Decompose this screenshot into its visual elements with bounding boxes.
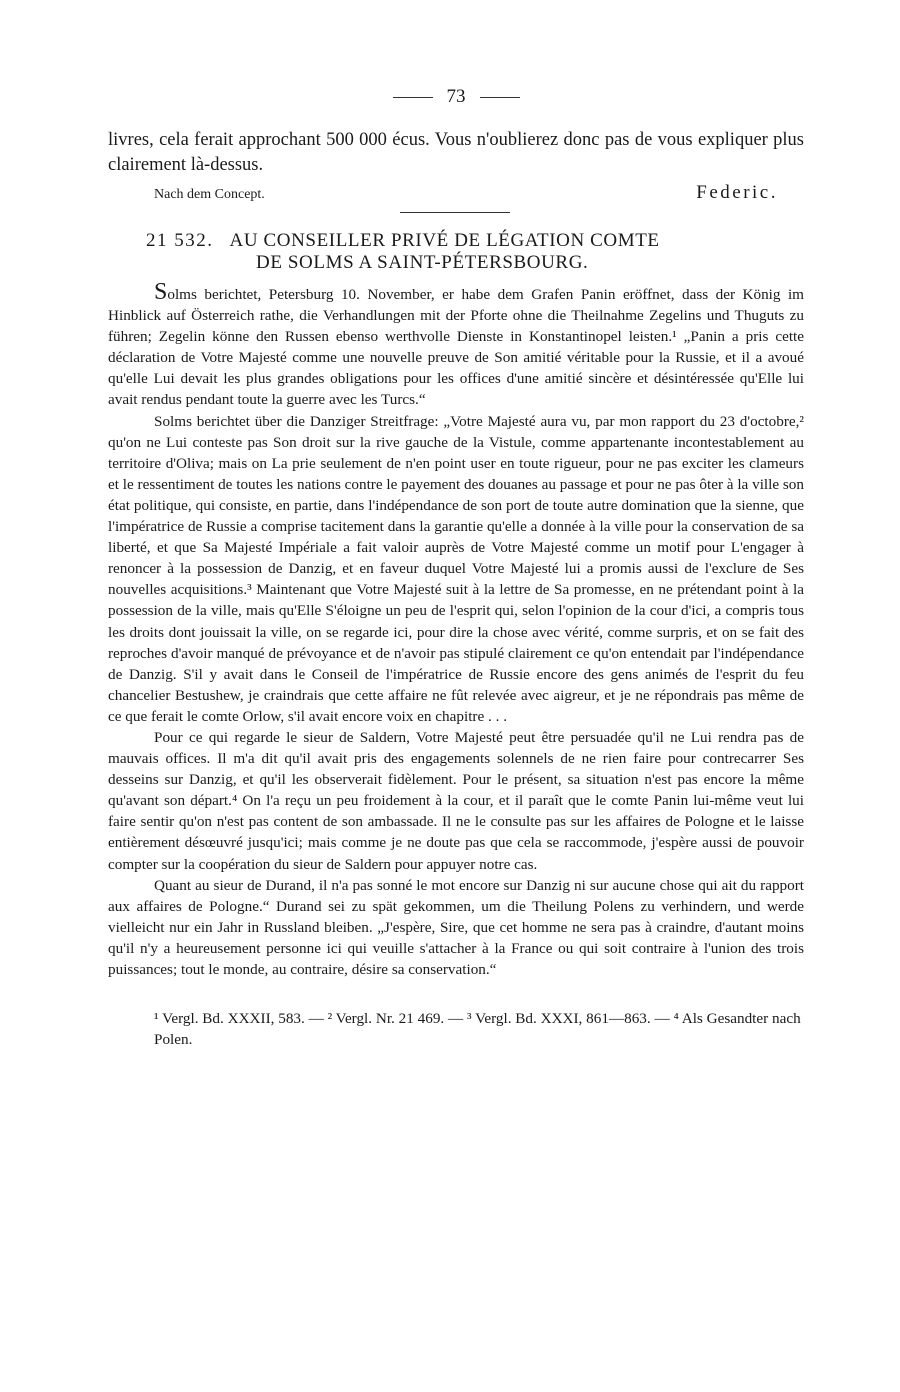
carryover-text: livres, cela ferait approchant 500 000 écus. Vous n'oublierez donc pas de vous expliquer plus clairement là-dessus. xyxy=(108,130,804,175)
section-divider xyxy=(400,212,510,213)
document-page xyxy=(108,80,804,1050)
heading-line-2: DE SOLMS A SAINT-PÉTERSBOURG. xyxy=(256,252,589,273)
page-header xyxy=(108,80,804,114)
signature: Federic. xyxy=(696,182,778,203)
header-rule-right xyxy=(480,97,520,98)
paragraph-2: Solms berichtet über die Danziger Streitfrage: „Votre Majesté aura vu, par mon rapport du 23 d'octobre,² qu'on ne Lui conteste pas Son droit sur la rive gauche de la Vistule, comme appartenante incontestablement au territoire d'Oliva; mais on La prie seulement de n'en point user en toute rigueur, pour ne pas exciter les clameurs et le ressentiment de toutes les nations contre le payement des douanes au passage et pour ne pas ôter à la ville son état politique, qui consiste, en partie, dans l'indépendance de son port de toute autre domination que la sienne, que l'impératrice de Russie a comprise tacitement dans la garantie qu'elle a donnée à la ville pour la conservation de sa liberté, et que Sa Majesté Impériale a fait valoir auprès de Votre Majesté comme un motif pour L'engager à renoncer à la possession de Danzig, et en faveur duquel Votre Majesté lui a promis aussi de l'exclure de Ses nouvelles acquisitions.³ Maintenant que Votre Majesté suit à la lettre de Sa promesse, en ne prétendant point à la possession de la ville, mais qu'Elle S'éloigne un peu de l'esprit qui, selon l'opinion de la cour d'ici, a compris tous les droits dont jouissait la ville, on se regarde ici, pour dire la chose avec vérité, comme surpris, et on se fait des reproches d'avoir manqué de prévoyance et de n'avoir pas stipulé clairement ce qu'on entendait par l'indépendance de Danzig. S'il y avait dans le Conseil de l'impératrice de Russie encore des gens animés de l'esprit du feu chancelier Bestushew, je craindrais que cette affaire ne fût relevée avec aigreur, et je ne répondrais pas même de ce que ferait le comte Orlow, s'il avait encore voix en chapitre . . . xyxy=(108,412,804,725)
paragraph-1-text: olms berichtet, Petersburg 10. November, er habe dem Grafen Panin eröffnet, dass der König im Hinblick auf Österreich rathe, die Verhandlungen mit der Pforte ohne die Theilnahme Zegelins und Thuguts zu führen; Zegelin könne den Russen ebenso werthvolle Dienste in Konstantinopel leisten.¹ „Panin a pris cette déclaration de Votre Majesté comme une nouvelle preuve de Son amitié véritable pour la Russie, et il a avoué qu'elle Lui devait les plus grandes obligations pour les offices d'une amitié sincère et désintéressée qu'Elle lui avait rendus pendant toute la guerre avec les Turcs.“ xyxy=(108,286,804,409)
paragraph-4: Quant au sieur de Durand, il n'a pas sonné le mot encore sur Danzig ni sur aucune chose qui ait du rapport aux affaires de Pologne.“ Durand sei zu spät gekommen, um die Theilung Polens zu verhindern, und werde vielleicht nur ein Jahr in Russland bleiben. „J'espère, Sire, que cet homme ne sera pas à craindre, d'autant moins qu'il n'y a heureusement personne ici qui veuille s'attacher à la France ou qui soit contraire à l'union des trois puissances; tout le monde, au contraire, désire sa conservation.“ xyxy=(108,876,804,978)
drop-cap: S xyxy=(154,279,168,305)
header-rule-left xyxy=(393,97,433,98)
closing-row xyxy=(108,182,804,216)
footnotes xyxy=(108,1008,804,1050)
letter-body xyxy=(108,279,804,980)
footnote-text: ¹ Vergl. Bd. XXXII, 583. — ² Vergl. Nr. 21 469. — ³ Vergl. Bd. XXXI, 861—863. — ⁴ Als Gesandter nach Polen. xyxy=(154,1010,801,1049)
paragraph-3: Pour ce qui regarde le sieur de Saldern, Votre Majesté peut être persuadée qu'il ne Lui rendra pas de mauvais offices. Il m'a dit qu'il avait pris des engagements solennels de ne rien faire pour contrecarrer Ses desseins sur Danzig, et qu'il les observerait fidèlement. Pour le présent, sa situation n'est pas encore la même qu'avant son départ.⁴ On l'a reçu un peu froidement à la cour, et il paraît que le comte Panin lui-même veut lui faire sentir qu'on n'est pas content de son ambassade. Il ne le consulte pas sur les affaires de Pologne et le laisse entièrement désœuvré jusqu'ici; mais comme je ne doute pas que cela se raccommode, j'espère aussi de pouvoir compter sur la coopération du sieur de Saldern pour appuyer notre cas. xyxy=(108,728,804,873)
heading-line-1: AU CONSEILLER PRIVÉ DE LÉGATION COMTE xyxy=(229,230,660,251)
page-number: 73 xyxy=(446,86,466,107)
letter-heading xyxy=(108,230,804,274)
paragraph-1 xyxy=(108,279,804,411)
document-number: 21 532. xyxy=(146,230,214,251)
source-note: Nach dem Concept. xyxy=(154,187,265,202)
